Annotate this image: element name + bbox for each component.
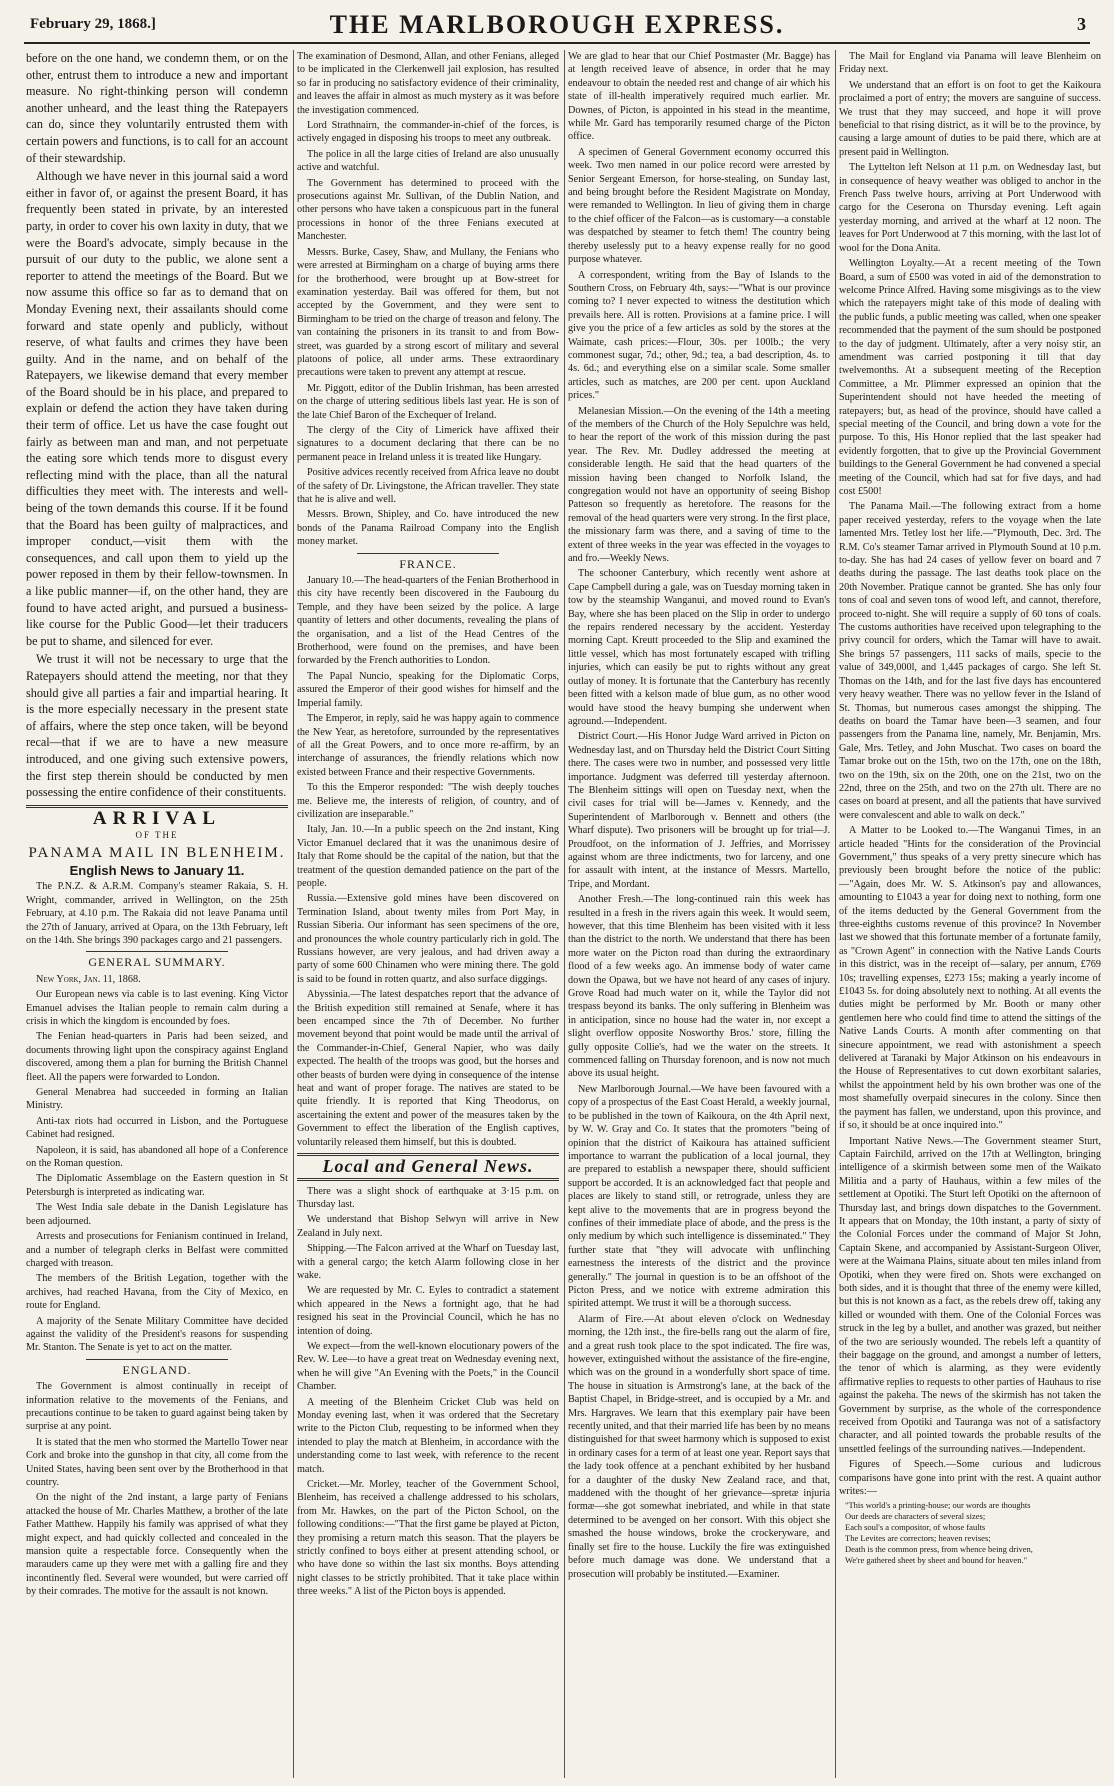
news-item: Shipping.—The Falcon arrived at the Wharf on Tuesday last, with a general cargo; the ketch Alarm following close in her wake. xyxy=(297,1243,559,1281)
news-item: The Diplomatic Assemblage on the Eastern question in St Petersburgh is interpreted as indicating war. xyxy=(26,1173,288,1198)
news-item: It is stated that the men who stormed the Martello Tower near Cork and broke into the gunshop in that city, all come from the United States, having been sent over by the Brotherhood in that country. xyxy=(26,1436,288,1488)
news-item: The clergy of the City of Limerick have affixed their signatures to a document declaring that there can be no permanent peace in Ireland unless it is treated like Hungary. xyxy=(297,424,559,463)
column-4 xyxy=(839,50,1101,1778)
verse-line: Death is the common press, from whence being driven, xyxy=(845,1544,1033,1555)
issue-date: February 29, 1868.] xyxy=(30,16,156,32)
verse-line: Our deeds are characters of several sizes; xyxy=(845,1511,986,1522)
news-item: We are requested by Mr. C. Eyles to contradict a statement which appeared in the News a fortnight ago, that he had resigned his seat in the Provincial Council, which he has no intention of doing. xyxy=(297,1285,559,1337)
news-item: We expect—from the well-known elocutionary powers of the Rev. W. Lee—to have a great treat on Wednesday evening next, when he will give "An Evening with the Poets," in the Council Chamber. xyxy=(297,1340,559,1393)
news-item: The members of the British Legation, together with the archives, had reached Havana, from the City of Mexico, en route for England. xyxy=(26,1273,288,1312)
news-item: A majority of the Senate Military Committee have decided against the validity of the President's reasons for suspending Mr. Stanton. The Senate is yet to act on the matter. xyxy=(26,1315,288,1354)
newspaper-title: THE MARLBOROUGH EXPRESS. xyxy=(329,10,785,39)
news-item: The West India sale debate in the Danish Legislature has been adjourned. xyxy=(26,1202,288,1227)
quoted-verse xyxy=(839,1500,1101,1566)
masthead xyxy=(24,8,1090,44)
news-item: Alarm of Fire.—At about eleven o'clock on Wednesday morning, the 12th inst., the fire-bells rang out the alarm of fire, and a great rush took place to the spot indicated. The fire was, however, extinguished without the assistance of the fire-engine, which was on the ground in a wonderfully short space of time. The house in situation is Armstrong's lane, at the back of the Baptist Chapel, in Bridge-street, and is occupied by a Mr. and Mrs. Hargraves. We learn that this exemplary pair have been recently united, and that their married life has been by no means distinguished for that sweet harmony which is supposed to exist in ordinary cases for a term of at least one year. Report says that the lady took offence at a penchant exhibited by her husband for a daughter of the dusky New Zealand race, and that, maddened with the thought of her grievance—spretæ injuria formæ—she got somewhat inebriated, and while in that state determined to be avenged on her consort. With this object she smashed the house windows, broke the crockeryware, and finally set fire to the house. Luckily the fire was extinguished before much damage was done. We understand that a prosecution will probably be instituted.—Examiner. xyxy=(568,1313,830,1580)
news-item: Napoleon, it is said, has abandoned all hope of a Conference on the Roman question. xyxy=(26,1144,288,1170)
divider xyxy=(297,1178,559,1181)
news-item: District Court.—His Honor Judge Ward arrived in Picton on Wednesday last, and on Thursday held the District Court Sitting there. The cases were two in number, and possessed very little importance. Judgment was deferred till yesterday afternoon. The Blenheim sittings will open on Tuesday next, when the civil cases for trial will be—James v. Kennedy, and the Superintendent of Marlborough v. Bennett and others (the Wharf dispute). Two prisoners will be brought up for trial—J. Proudfoot, on the information of J. Jeffries, and Morrissey against whom are three indictments, two for larceny, and one for assault with intent, at the instance of Messrs. Martello, Tripe, and Mordant. xyxy=(568,731,830,890)
news-item: The Emperor, in reply, said he was happy again to commence the New Year, as heretofore, surrounded by the representatives of all the Great Powers, and to once more re-affirm, by an interchange of assurances, the friendly relations which now existed between France and their respective Governments. xyxy=(297,713,559,778)
news-item: A specimen of General Government economy occurred this week. Two men named in our police record were arrested by Senior Sergeant Emerson, for horse-stealing, on Sunday last, and being brought before the Resident Magistrate on Monday, were remanded to Wellington. In lieu of giving them in charge to the chief officer of the Falcon—as is customary—a constable was despatched by steamer to fetch them! The country being thereby uselessly put to a heavy expense really for no good purpose whatever. xyxy=(568,146,830,266)
news-item: Mr. Piggott, editor of the Dublin Irishman, has been arrested on the charge of uttering seditious libels last year. He is son of the late Chief Baron of the Exchequer of Ireland. xyxy=(297,382,559,421)
news-item: The Papal Nuncio, speaking for the Diplomatic Corps, assured the Emperor of their good wishes for himself and the Imperial family. xyxy=(297,670,559,709)
divider xyxy=(357,553,499,554)
article-paragraph: before on the one hand, we condemn them, or on the other, entrust them to introduce a new and important measure. No right-thinking person will condemn another unheard, and the least thing the Ratepayers can do, since they voluntarily entrusted them with certain powers and functions, is to call for an account of their stewardship. xyxy=(26,51,288,165)
news-item: The Government has determined to proceed with the prosecutions against Mr. Sullivan, of the Dublin Nation, and other persons who have taken a conspicuous part in the funeral processions in honor of the three Fenians executed at Manchester. xyxy=(297,177,559,243)
news-item: Another Fresh.—The long-continued rain this week has resulted in a fresh in the rivers again this week. It would seem, however, that this time Blenheim has been visited with it less than the district to the north. We understand that there has been more water on the Picton road than during the extraordinary flood of a few weeks ago. An immense body of water came down the Opawa, but we have not heard of any cases of injury. Grove Road had much water on it, while the Taylor did not trespass beyond its banks. The only suffering in Blenheim was in anticipation, since no house had the water in, nor except a slight overflow opposite Nosworthy Bros.' store, filling the gully opposite Collie's, had we the water on the streets. It commenced falling on Thursday forenoon, and is now not much above its usual height. xyxy=(568,894,830,1080)
section-heading-england: ENGLAND. xyxy=(122,1362,192,1377)
news-item: Positive advices recently received from Africa leave no doubt of the safety of Dr. Livingstone, the African traveller. They state that he is alive and well. xyxy=(297,467,559,505)
news-item: We understand that an effort is on foot to get the Kaikoura proclaimed a port of entry; the movers are sanguine of success. We trust that they may succeed, and hope it will prove beneficial to that rising district, as it will be to the province, by causing a large amount of duties to be paid there, which are at present paid in Wellington. xyxy=(839,79,1101,158)
page-number: 3 xyxy=(1077,14,1086,34)
column-1 xyxy=(26,50,288,1778)
news-item: Anti-tax riots had occurred in Lisbon, and the Portuguese Cabinet had resigned. xyxy=(26,1115,288,1141)
news-item: Important Native News.—The Government steamer Sturt, Captain Fairchild, arrived on the 17th at Wellington, bringing intelligence of a skirmish between some men of the Waikato Militia and a party of Hauhaus, within a few miles of the settlement at Opotiki. The Sturt left Opotiki on the afternoon of Thursday last, and brings down dispatches to the Government. It appears that on Monday, the 10th instant, a party of sixty of the Colonial Forces under the command of Major St John, Captain Skene, and accompanied by Assistant-Surgeon Oliver, were at the Waimana Plains, situate about ten miles inland from Opotiki, when they were fired on. Shots were exchanged on both sides, and it is thought that three of the enemy were killed, but this is not known as a fact, as the rebels drew off, taking any killed or wounded with them. One of the Colonial Forces was struck in the leg by a bullet, and another was grazed, but neither of the two are seriously wounded. The rebels left a quantity of their baggage on the ground, and amongst a number of letters, the tenor of which is alarming, as they were evidently affirmative replies to requests to other parties of Hauhaus to rise against the pakeha. The news of the skirmish has not taken the Government by surprise, as the whole of the correspondence received from Opotiki and Tauranga was not of a satisfactory character, and all pointed towards the probable results of the unsettled feelings of the surrounding natives.—Independent. xyxy=(839,1135,1101,1455)
news-item: General Menabrea had succeeded in forming an Italian Ministry. xyxy=(26,1087,288,1112)
news-item: Cricket.—Mr. Morley, teacher of the Government School, Blenheim, has received a challenge addressed to his scholars, from Mr. Hawkes, on the part of the Picton School, on the following conditions:—"That the first game be played at Picton, they promising a return match this season. That the players be strictly confined to boys either at present attending school, or who have done so within the last six months. Boys attending night classes to be strictly prohibited. That it take place within three weeks." A list of the Picton boys is appended. xyxy=(297,1479,559,1598)
verse-line: We're gathered sheet by sheet and bound for heaven." xyxy=(845,1555,1028,1566)
news-item: We understand that Bishop Selwyn will arrive in New Zealand in July next. xyxy=(297,1214,559,1239)
news-item: New Marlborough Journal.—We have been favoured with a copy of a prospectus of the East Coast Herald, a weekly journal, to be published in the town of Kaikoura, on the 4th April next, by W. W. Gray and Co. It states that the promoters "being of opinion that the district of Kaikoura has attained sufficient importance to warrant the publication of a local journal, they are prepared to establish a newspaper there, should sufficient support be accorded. It is an acknowledged fact that people and places are likely to stand still, or retrograde, unless they are kept alive to the movements that are in progress beyond the confines of their immediate place of abode, and the press is the only medium by which such intelligence is disseminated." They further state that "they will advocate with unflinching earnestness the interests of the district and the province generally." The journal in question is to be an offshoot of the Picton Press, and we notice with extreme admiration this spirited attempt. We trust it will be a thorough success. xyxy=(568,1083,830,1310)
section-heading-france: FRANCE. xyxy=(399,556,457,571)
news-item: The Fenian head-quarters in Paris had been seized, and documents throwing light upon the conspiracy against England discovered, among them a plan for burning the British Channel fleet. All the papers were forwarded to London. xyxy=(26,1031,288,1083)
news-item: Russia.—Extensive gold mines have been discovered on Termination Island, about twenty miles from Port May, in Russian Siberia. Our informant has seen specimens of the ore, and pronounces the whole country particularly rich in gold. The Russians however, are very jealous, and had driven away a party of some 600 Chinamen who were mining there. The gold is said to be found in rotten quartz, and also surface diggings. xyxy=(297,893,559,985)
news-item: The police in all the large cities of Ireland are also unusually active and watchful. xyxy=(297,148,559,174)
news-item: A Matter to be Looked to.—The Wanganui Times, in an article headed "Hints for the consideration of the Provincial Government," thus speaks of a very pretty sinecure which has previously been brought before the notice of the public:—"Again, does Mr. W. S. Atkinson's pay and allowances, amounting to £1043 a year for doing next to nothing, form one of the items deducted by the General Government from the three-eighths customs revenue of this province? In November last we showed that this fortunate member of a fortunate family, as "Crown Agent" in connection with the Native Lands Courts in this district, was in the receipt of—salary, per annum, £769 10s; travelling expenses, £273 15s; making a yearly income of £1043 5s. for doing absolutely next to nothing. At all events the duties might be performed by Mr. Booth or many other gentlemen here who could find time to attend the sittings of the Native Lands Courts. A month after commenting on that sinecure appointment, we read with astonishment a speech delivered at Taranaki by Major Atkinson on his endeavours in the House of Representatives to cut down exorbitant salaries, whilst the appointment held by his own brother was one of the most shamefully overpaid sinecures in the colony. Since then the payment has fallen, we understand, upon this province, and if so, it should be at once inquired into." xyxy=(839,825,1101,1132)
news-item: The examination of Desmond, Allan, and other Fenians, alleged to be implicated in the Clerkenwell jail explosion, has resulted so far in producing no satisfactory evidence of their criminality, and leaves the affair in almost as much mystery as it was before the investigation commenced. xyxy=(297,51,559,116)
news-item: Figures of Speech.—Some curious and ludicrous comparisons have gone into print with the rest. A quaint author writes:— xyxy=(839,1459,1101,1498)
news-item: Messrs. Brown, Shipley, and Co. have introduced the new bonds of the Panama Railroad Company into the English money market. xyxy=(297,509,559,548)
arrival-heading-of: OF THE xyxy=(135,830,179,841)
article-paragraph: The P.N.Z. & A.R.M. Company's steamer Rakaia, S. H. Wright, commander, arrived in Wellington, on the 25th February, at 4.10 p.m. The Rakaia did not leave Panama until the 27th of January, arrived at Opara, on the 13th February, left on the 14th. She brings 390 packages cargo and 21 passengers. xyxy=(26,881,288,946)
column-rule xyxy=(835,50,836,1778)
news-item: Italy, Jan. 10.—In a public speech on the 2nd instant, King Victor Emanuel declared that it was the unanimous desire of Italy that Rome should be the capital of the nation, but that the treatment of the question demanded patience on the part of the people. xyxy=(297,824,559,889)
news-item: The Lyttelton left Nelson at 11 p.m. on Wednesday last, but in consequence of heavy weather was obliged to anchor in the French Pass twelve hours, arriving at Port Underwood with cargo for the Ceserona on Thursday evening. Left again yesterday morning, and arrived at the wharf at 12 noon. The leaves for Port Underwood at 7 this morning, with the last lot of wool for the Dona Anita. xyxy=(839,162,1101,254)
news-item: Our European news via cable is to last evening. King Victor Emanuel advises the Italian people to remain calm during a crisis in which the kingdom is encounded by foes. xyxy=(26,989,288,1027)
news-item: The Government is almost continually in receipt of information relative to the movements of the Fenians, and precautions continue to be taken to guard against being taken by surprise at any point. xyxy=(26,1381,288,1433)
divider xyxy=(86,951,228,952)
news-item: Arrests and prosecutions for Fenianism continued in Ireland, and a number of telegraph clerks in Belfast were committed charged with treason. xyxy=(26,1231,288,1269)
news-item: The schooner Canterbury, which recently went ashore at Cape Campbell during a gale, was on Tuesday morning taken in tow by the steamship Wanganui, and moved round to Evan's Bay, where she has been placed on the Slip in order to undergo the repairs rendered necessary by the accident. Yesterday morning Capt. Kreutt proceeded to the Slip and examined the little vessel, which has most fortunately escaped with trifling injuries, which can easily be put to rights without any great outlay of money. It is fortunate that the Canterbury has recently been fitted with a kelson made of blue gum, as no other wood would have stood the heavy bumping she underwent when aground.—Independent. xyxy=(568,568,830,727)
column-3 xyxy=(568,50,830,1778)
news-item: On the night of the 2nd instant, a large party of Fenians attacked the house of Mr. Charles Matthew, a brother of the late Father Matthew. Happily his family was apprised of what they might expect, and had quickly collected and concealed in the mansion quite a respectable force. Consequently when the marauders came up they were met with a galling fire and they incontinently fled. Several were wounded, but were carried off by their comrades. The motive for the assault is not known. xyxy=(26,1492,288,1598)
column-rule xyxy=(564,50,565,1778)
news-item: A correspondent, writing from the Bay of Islands to the Southern Cross, on February 4th, says:—"What is our province coming to? I never expected to witness the destitution which prevails here. All is rotten. Provisions at a famine price. I will give you the price of a few articles as sold by the stores at the Waimate, cash prices:—Flour, 30s. per 100lb.; the very commonest sugar, 7d.; other, 9d.; tea, a bad description, 4s. to 4s. 6d.; and everything else on a similar scale. Some smaller articles, such as matches, are 200 per cent. upon Auckland prices." xyxy=(568,269,830,402)
dateline: New York, Jan. 11, 1868. xyxy=(36,973,141,985)
column-rule xyxy=(293,50,294,1778)
arrival-subheading: PANAMA MAIL IN BLENHEIM. xyxy=(28,844,286,861)
news-item: There was a slight shock of earthquake at 3·15 p.m. on Thursday last. xyxy=(297,1185,559,1210)
verse-line: The Levites are correctors; heaven revises; xyxy=(845,1533,991,1544)
news-item: Melanesian Mission.—On the evening of the 14th a meeting of the members of the Church of the Holy Sepulchre was held, to hear the report of the work of this mission during the past year. The Rev. Mr. Dudley addressed the meeting at considerable length. He said that the head quarters of the mission having been changed to Norfolk Island, the congregation would not have an opportunity of seeing Bishop Patteson so frequently as heretofore. The reasons for the removal of the head quarters were very strong. In the first place, the missionary farm was there, and a saving of time to the extent of three weeks in the year was effected in the voyages to and fro.—Weekly News. xyxy=(568,405,830,565)
news-item: A meeting of the Blenheim Cricket Club was held on Monday evening last, when it was ordered that the Secretary write to the Picton Club, requesting to be informed when they intended to play the match at Blenheim, in accordance with the understanding come to last week, with reference to the recent match. xyxy=(297,1396,559,1475)
arrival-heading: ARRIVAL xyxy=(92,807,222,829)
news-item: Abyssinia.—The latest despatches report that the advance of the British expedition still remained at Senafe, where it has been encamped since the 7th of December. No further movement beyond that point would be made until the arrival of the Commander-in-Chief, General Napier, who was daily expected. The health of the troops was good, but the horses and other beasts of burden were dying in consequence of the intense heat and want of proper forage. The natives are stated to be quite friendly. It is reported that King Theodorus, on ascertaining the extent and power of the measures taken by the Government to effect the liberation of the English captives, voluntarily released them himself, but this is doubted. xyxy=(297,989,559,1148)
news-item: Lord Strathnairn, the commander-in-chief of the forces, is actively engaged in disposing his troops to meet any outbreak. xyxy=(297,120,559,145)
divider xyxy=(86,1359,228,1360)
verse-line: Each soul's a compositor, of whose faults xyxy=(845,1522,986,1533)
verse-line: "This world's a printing-house; our words are thoughts xyxy=(845,1500,1031,1511)
news-item: Wellington Loyalty.—At a recent meeting of the Town Board, a sum of £500 was voted in aid of the demonstration to welcome Prince Alfred. Having some misgivings as to the view which the ratepayers might take of this mode of dealing with the public funds, a public meeting was called, when one speaker recommended that the payment of the sum should be postponed to the day of judgment. Ultimately, after a very noisy stir, an amendment was carried postponing it till that day twelvemonths. At a subsequent meeting of the Reception Committee, a Mr. Plimmer expressed an opinion that the Superintendent should not have heeded the meeting of ratepayers; but, as head of the province, should have called a special meeting of the Council, and bring down a vote for the purpose. To this, His Honor replied that the last speaker had evidently forgotten, that to give up the Provincial Government buildings to the General Government he had convened a special meeting of the Council, which had sat for five days, and had cost £500! xyxy=(839,258,1101,497)
news-item: The Panama Mail.—The following extract from a home paper received yesterday, refers to the voyage when the late lamented Mrs. Tetley lost her life.—"Plymouth, Dec. 3rd. The R.M. Co's steamer Tamar arrived in Plymouth Sound at 10 p.m. to-day. She has had 24 cases of yellow fever on board and 7 deaths during the passage. The last deaths took place on the 20th November. Pratique cannot be granted. She has only four tons of coal and seven tons of wood left, and cannot, therefore, proceed to-night. She will require a supply of 60 tons of coals. The customs authorities have received upon telegraphing to the privy council for orders, which the Tamar will have to await. She brings 57 passengers, 111 sacks of mails, specie to the value of 349,000l, and 1,445 packages of cargo. She left St. Thomas on the 14th, and for the last five days has encountered very heavy weather. There was no yellow fever in the Island of St. Thomas, but numerous cases amongst the shipping. The deaths on board the Tamar have been—3 seamen, and four passengers from the Panama line, namely, Mr. Benjamin, Mrs. Gale, Mrs. Tetley, and John Muschat. Two cases on board the Tamar broke out on the 15th, two on the 17th, one on the 18th, two on the 19th, six on the 20th, one on the 21st, two on the 22nd, three on the 25th, and two on the 27th ult. There are no cases on board at present, and all the patients that have survived were convalescent and able to walk on deck." xyxy=(839,501,1101,821)
news-item: January 10.—The head-quarters of the Fenian Brotherhood in this city have recently been discovered in the Faubourg du Temple, and they have been seized by the police. A large quantity of letters and other documents, revealing the plans of the organisation, and a list of the Head Centres of the Brotherhood, were found on the premises, and have been forwarded by the French authorities to London. xyxy=(297,575,559,667)
article-paragraph: We trust it will not be necessary to urge that the Ratepayers should attend the meeting, nor that they should give all parties a fair and impartial hearing. It is the more especially necessary in the present state of affairs, where the step once taken, will be beyond recal—that if we are to have a new measure introduced, and one giving such extensive powers, the first step therein should be conducted by men possessing the entire confidence of their constituents. xyxy=(26,652,288,800)
news-item: We are glad to hear that our Chief Postmaster (Mr. Bagge) has at length received leave of absence, in order that he may endeavour to obtain the needed rest and change of air which his state of ill-health imperatively required much earlier. Mr. Downes, of Picton, is appointed in his stead in the meantime, while Mr. Gard has temporarily resumed charge of the Picton office. xyxy=(568,51,830,143)
column-2 xyxy=(297,50,559,1778)
news-item: Messrs. Burke, Casey, Shaw, and Mullany, the Fenians who were arrested at Birmingham on a charge of buying arms there for the brotherhood, were brought up at Bow-street for examination yesterday. Bail was offered for them, but not accepted by the Government, and they were sent to Birmingham to be tried on the charge of treason and felony. The van containing the prisoners in its transit to and from Bow-street, was guarded by a strong escort of military and several platoons of police, all under arms. These extraordinary precautions were taken to prevent any attempt at rescue. xyxy=(297,246,559,379)
section-heading-general-summary: GENERAL SUMMARY. xyxy=(88,955,226,970)
news-item: To this the Emperor responded: "The wish deeply touches me. Believe me, the interests of religion, of country, and of civilization are inseparable." xyxy=(297,782,559,820)
section-heading-local-news: Local and General News. xyxy=(322,1156,534,1177)
english-news-heading: English News to January 11. xyxy=(69,862,245,878)
article-paragraph: Although we have never in this journal said a word either in favor of, or against the present Board, it has frequently been stated in private, by an interested party, in order to cover his own laxity in duty, that we were the Board's advocate, simply because in the pursuit of our duty to the public, we alone sent a reporter to attend the meetings of the Board. But we now assume this office so far as to demand that on Monday Evening next, their assailants should come forward and state openly and publicly, without reserve, of what faults and crimes they have been guilty. And in the name, and on behalf of the Ratepayers, we likewise demand that every member of the Board should be in his place, and prepared to explain or defend the action they have taken during their term of office. Let us have the case fought out fairly as between man and man, and not perpetuate the eating sore which tends more to disgust every reflecting mind with the place, than all the natural difficulties they meet with. The interests and well-being of the town demands this course. If it be found that the Board has been guilty of malpractices, and improper conduct,—visit them with the consequences, and call upon them to yield up the power reposed in them by their fellow-townsmen. In a like public manner—if, on the other hand, they are found to have acted aright, and pursued a business-like course for the Public Good—let their traducers be put to shame, and silenced for ever. xyxy=(26,169,288,648)
news-item: The Mail for England via Panama will leave Blenheim on Friday next. xyxy=(839,51,1101,76)
